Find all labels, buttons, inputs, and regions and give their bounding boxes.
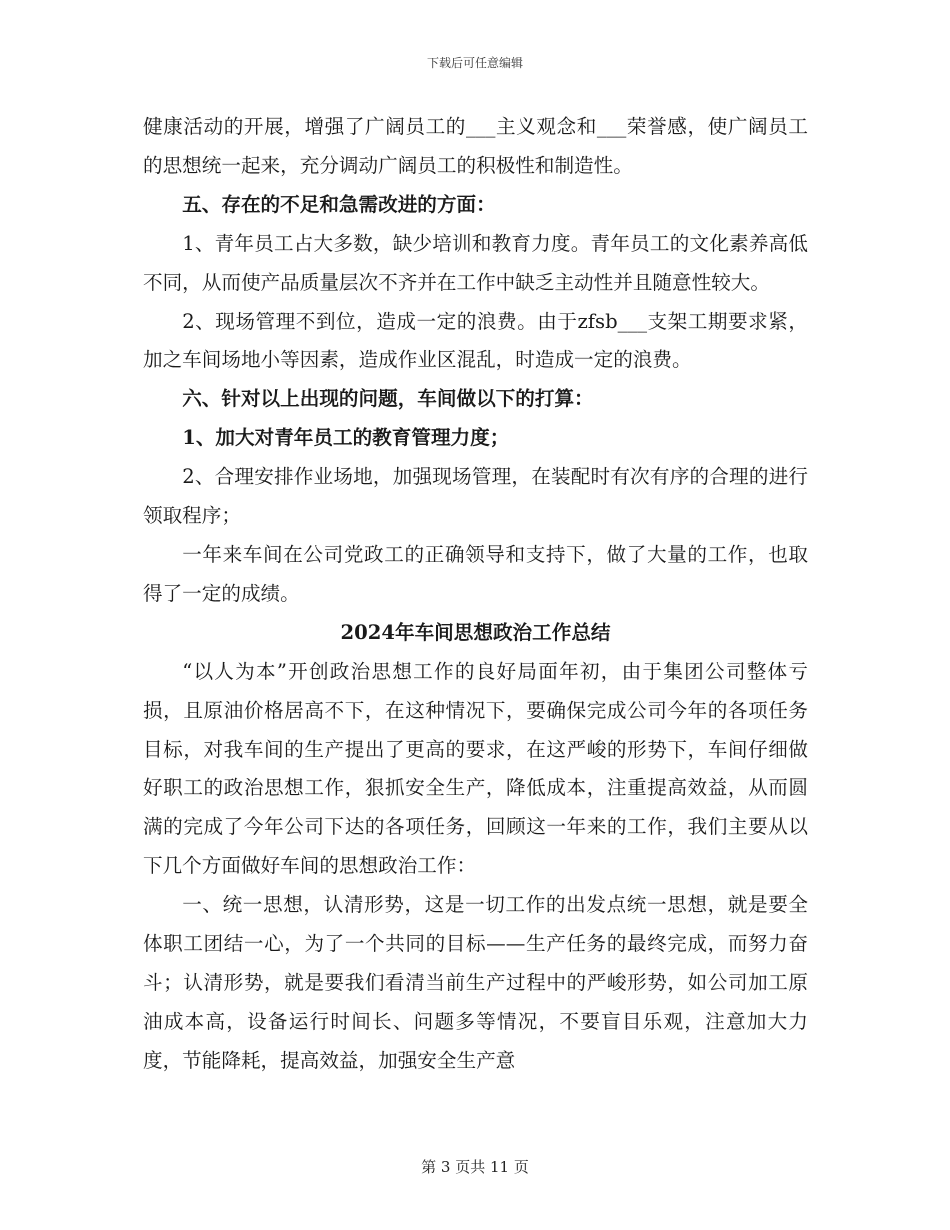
- section-heading: 六、针对以上出现的问题，车间做以下的打算：: [182, 387, 594, 411]
- paragraph: 一年来车间在公司党政工的正确领导和支持下，做了大量的工作，也取得了一定的成绩。: [143, 542, 808, 605]
- paragraph: 健康活动的开展，增强了广阔员工的___主义观念和___荣誉感，使广阔员工的思想统一起来，充分调动广阔员工的积极性和制造性。: [143, 115, 808, 177]
- section-heading: 五、存在的不足和急需改进的方面：: [182, 192, 496, 216]
- paragraph: 2、现场管理不到位，造成一定的浪费。由于zfsb___支架工期要求紧，加之车间场地小等因素，造成作业区混乱，时造成一定的浪费。: [143, 309, 808, 372]
- page-number: 第 3 页共 11 页: [421, 1158, 529, 1176]
- paragraph: 2、合理安排作业场地，加强现场管理，在装配时有次有序的合理的进行领取程序；: [143, 465, 808, 528]
- paragraph: 一、统一思想，认清形势，这是一切工作的出发点统一思想，就是要全体职工团结一心，为了一个共同的目标——生产任务的最终完成，而努力奋斗；认清形势，就是要我们看清当前生产过程中的严峻形势，如公司加工原油成本高，设备运行时间长、问题多等情况，不要盲目乐观，注意加大力度，节能降耗，提高效益，加强安全生产意: [143, 893, 808, 1072]
- page-header: 下载后可任意编辑: [426, 56, 523, 70]
- document-body: [143, 108, 808, 1081]
- article-title: 2024年车间思想政治工作总结: [340, 620, 611, 644]
- paragraph: “以人为本”开创政治思想工作的良好局面年初，由于集团公司整体亏损，且原油价格居高不下，在这种情况下，要确保完成公司今年的各项任务目标，对我车间的生产提出了更高的要求，在这严峻的形势下，车间仔细做好职工的政治思想工作，狠抓安全生产，降低成本，注重提高效益，从而圆满的完成了今年公司下达的各项任务，回顾这一年来的工作，我们主要从以下几个方面做好车间的思想政治工作：: [143, 659, 808, 878]
- paragraph: 1、青年员工占大多数，缺少培训和教育力度。青年员工的文化素养高低不同，从而使产品质量层次不齐并在工作中缺乏主动性并且随意性较大。: [143, 231, 808, 294]
- list-item-heading: 1、加大对青年员工的教育管理力度；: [182, 426, 510, 450]
